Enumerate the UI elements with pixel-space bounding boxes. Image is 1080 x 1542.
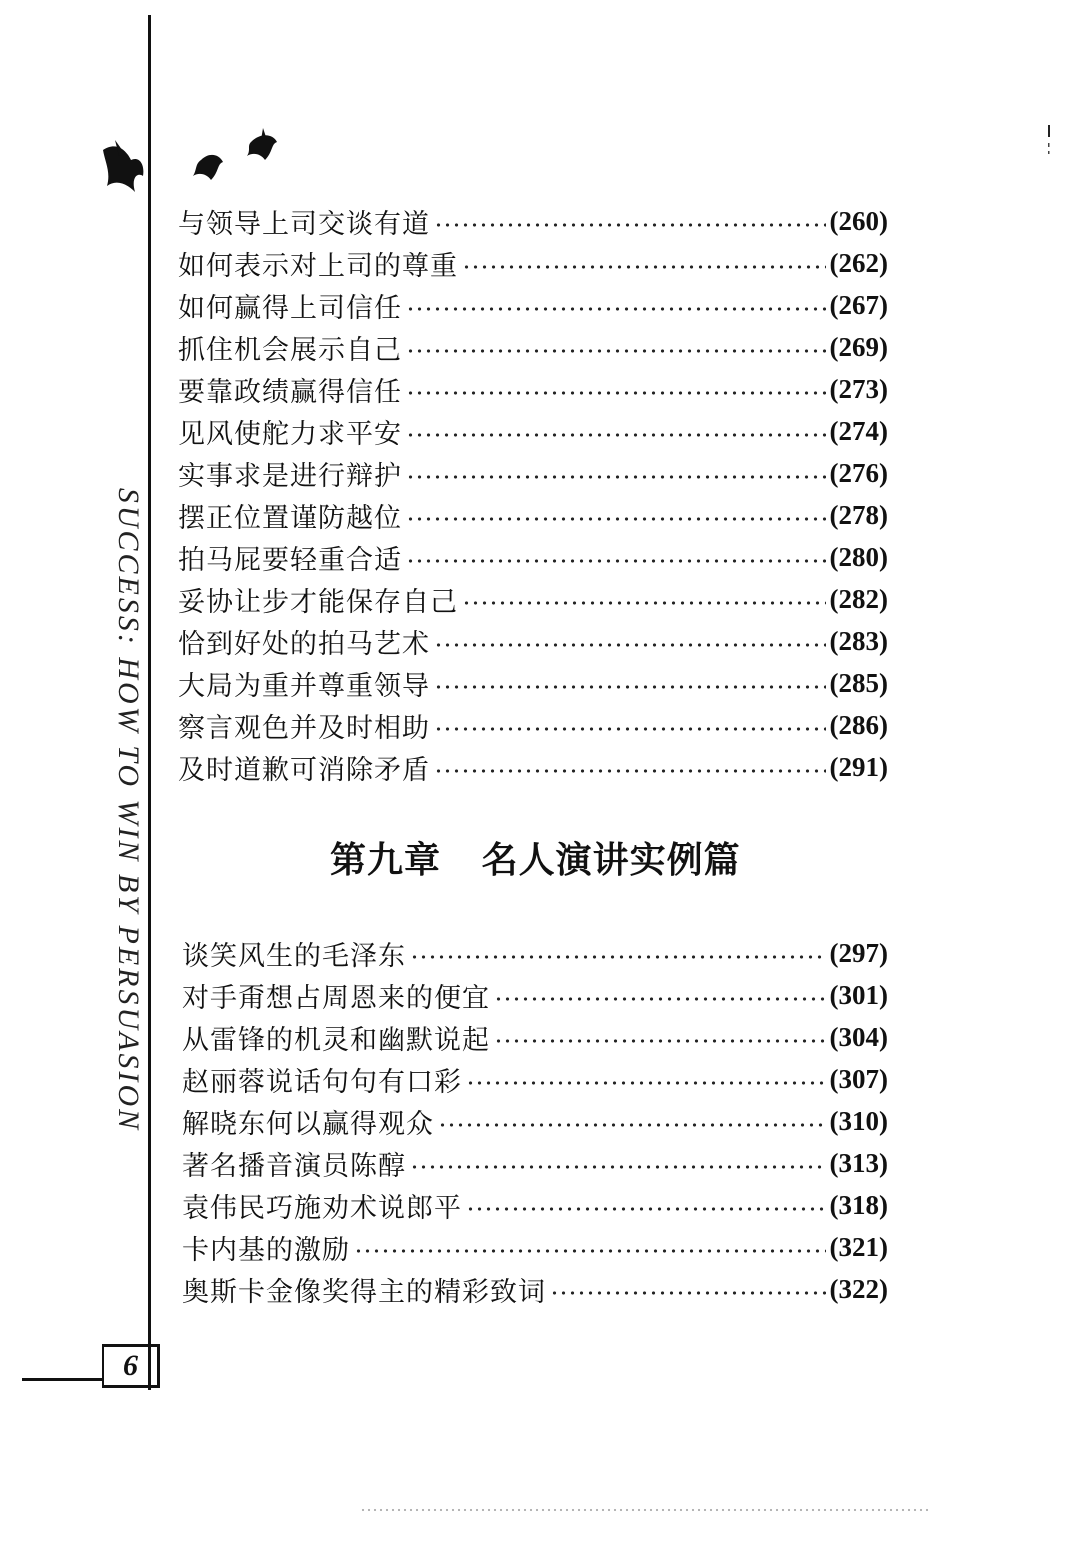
toc-entry-title: 奥斯卡金像奖得主的精彩致词 [182, 1276, 546, 1308]
toc-entry-page: (267) [829, 289, 888, 320]
toc-entry-page: (313) [829, 1147, 888, 1178]
toc-entry-title: 及时道歉可消除矛盾 [178, 754, 430, 786]
toc-entry[interactable] [178, 200, 888, 242]
dot-leader [462, 599, 826, 607]
side-title-text: SUCCESS: HOW TO WIN BY PERSUASION [112, 487, 145, 1133]
toc-entry[interactable] [178, 452, 888, 494]
dot-leader [406, 389, 826, 397]
toc-entry-page: (321) [829, 1231, 888, 1262]
toc-entry-title: 卡内基的激励 [182, 1234, 350, 1266]
toc-entry[interactable] [178, 704, 888, 746]
toc-entry-page: (274) [829, 415, 888, 446]
side-title [108, 360, 148, 1260]
toc-entry[interactable] [182, 932, 888, 974]
page-number: 6 [102, 1344, 160, 1388]
dot-leader [354, 1247, 826, 1255]
toc-entry-title: 抓住机会展示自己 [178, 334, 402, 366]
scan-noise [360, 1508, 930, 1512]
toc-entry-page: (280) [829, 541, 888, 572]
toc-entry-title: 见风使舵力求平安 [178, 418, 402, 450]
toc-entry-title: 拍马屁要轻重合适 [178, 544, 402, 576]
dot-leader [494, 1037, 826, 1045]
margin-rule [148, 15, 151, 1390]
toc-entry-title: 解晓东何以赢得观众 [182, 1108, 434, 1140]
toc-entry-title: 恰到好处的拍马艺术 [178, 628, 430, 660]
toc-entry-title: 要靠政绩赢得信任 [178, 376, 402, 408]
footer-rule [22, 1378, 104, 1381]
dot-leader [434, 767, 826, 775]
dot-leader [410, 1163, 826, 1171]
toc-entry[interactable] [178, 578, 888, 620]
toc-entry-title: 与领导上司交谈有道 [178, 208, 430, 240]
toc-entry-page: (262) [829, 247, 888, 278]
dot-leader [494, 995, 826, 1003]
dot-leader [434, 725, 826, 733]
toc-entry-title: 对手甭想占周恩来的便宜 [182, 982, 490, 1014]
toc-entry[interactable] [178, 326, 888, 368]
toc-entry[interactable] [178, 494, 888, 536]
dot-leader [406, 557, 826, 565]
toc-entry-page: (283) [829, 625, 888, 656]
toc-entry[interactable] [178, 410, 888, 452]
toc-entry-page: (273) [829, 373, 888, 404]
toc-entry[interactable] [182, 1268, 888, 1310]
dot-leader [438, 1121, 826, 1129]
dot-leader [434, 683, 826, 691]
dot-leader [406, 515, 826, 523]
toc-entry-title: 实事求是进行辩护 [178, 460, 402, 492]
dot-leader [466, 1079, 826, 1087]
dot-leader [406, 305, 826, 313]
toc-entry-title: 摆正位置谨防越位 [178, 502, 402, 534]
toc-entry-page: (301) [829, 979, 888, 1010]
dot-leader [406, 347, 826, 355]
toc-entry-page: (282) [829, 583, 888, 614]
toc-entry-title: 谈笑风生的毛泽东 [182, 940, 406, 972]
toc-entry-title: 大局为重并尊重领导 [178, 670, 430, 702]
toc-entry[interactable] [182, 974, 888, 1016]
dot-leader [434, 641, 826, 649]
dot-leader [462, 263, 826, 271]
toc-entry-page: (285) [829, 667, 888, 698]
toc-entry[interactable] [178, 368, 888, 410]
toc-section-2 [182, 932, 888, 1310]
dot-leader [466, 1205, 826, 1213]
toc-entry-title: 赵丽蓉说话句句有口彩 [182, 1066, 462, 1098]
toc-entry-page: (307) [829, 1063, 888, 1094]
toc-entry-title: 从雷锋的机灵和幽默说起 [182, 1024, 490, 1056]
dot-leader [410, 953, 826, 961]
dot-leader [406, 431, 826, 439]
dot-leader [406, 473, 826, 481]
toc-entry[interactable] [178, 242, 888, 284]
toc-entry-page: (322) [829, 1273, 888, 1304]
toc-entry-title: 如何赢得上司信任 [178, 292, 402, 324]
toc-entry[interactable] [178, 536, 888, 578]
toc-entry[interactable] [182, 1142, 888, 1184]
toc-entry[interactable] [182, 1100, 888, 1142]
toc-entry[interactable] [178, 620, 888, 662]
toc-entry-title: 袁伟民巧施劝术说郎平 [182, 1192, 462, 1224]
toc-entry-page: (269) [829, 331, 888, 362]
toc-entry[interactable] [182, 1226, 888, 1268]
toc-entry-title: 如何表示对上司的尊重 [178, 250, 458, 282]
toc-entry-page: (310) [829, 1105, 888, 1136]
toc-entry-page: (278) [829, 499, 888, 530]
toc-entry-page: (297) [829, 937, 888, 968]
toc-entry-page: (276) [829, 457, 888, 488]
toc-entry[interactable] [178, 746, 888, 788]
toc-entry[interactable] [182, 1184, 888, 1226]
toc-entry[interactable] [178, 284, 888, 326]
toc-entry-page: (286) [829, 709, 888, 740]
toc-entry[interactable] [182, 1016, 888, 1058]
toc-section-1 [178, 200, 888, 788]
toc-entry-page: (260) [829, 205, 888, 236]
toc-entry-title: 著名播音演员陈醇 [182, 1150, 406, 1182]
dot-leader [550, 1289, 826, 1297]
toc-entry-title: 察言观色并及时相助 [178, 712, 430, 744]
chapter-heading: 第九章 名人演讲实例篇 [330, 840, 741, 881]
toc-entry[interactable] [178, 662, 888, 704]
toc-entry-page: (318) [829, 1189, 888, 1220]
toc-entry-title: 妥协让步才能保存自己 [178, 586, 458, 618]
toc-entry-page: (291) [829, 751, 888, 782]
dot-leader [434, 221, 826, 229]
toc-entry[interactable] [182, 1058, 888, 1100]
scan-mark [1046, 125, 1052, 160]
toc-entry-page: (304) [829, 1021, 888, 1052]
